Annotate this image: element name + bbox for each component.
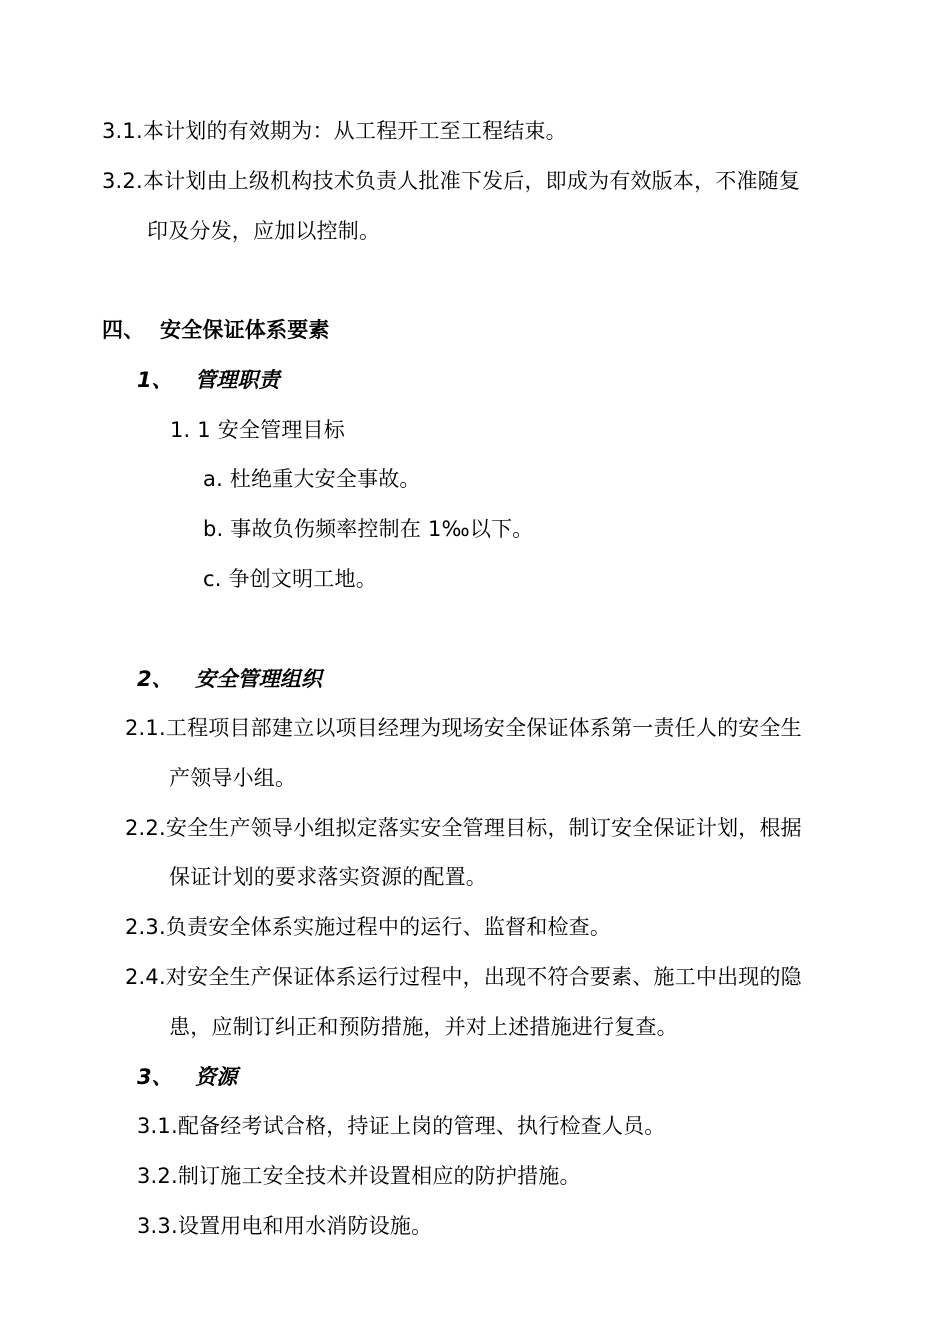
part-3-title: 资源: [195, 1065, 238, 1089]
section-4-title: 安全保证体系要素: [160, 318, 330, 342]
clause-2-4-line1: 2.4.对安全生产保证体系运行过程中，出现不符合要素、施工中出现的隐: [125, 965, 802, 989]
goal-item-c: c. 争创文明工地。: [203, 567, 377, 591]
clause-3-2-line1: 3.2.本计划由上级机构技术负责人批准下发后，即成为有效版本，不准随复: [102, 169, 801, 193]
part-1-number: 1、: [137, 368, 174, 392]
clause-2-1-line2: 产领导小组。: [169, 766, 297, 790]
clause-3-1: 3.1.本计划的有效期为：从工程开工至工程结束。: [102, 119, 567, 143]
section-4-heading: [102, 315, 330, 345]
part-2-title: 安全管理组织: [195, 667, 323, 691]
part-1-subheading: 1. 1 安全管理目标: [170, 418, 345, 442]
clause-3-3-resource: 3.3.设置用电和用水消防设施。: [137, 1214, 433, 1238]
section-4-number: 四、: [102, 318, 145, 342]
part-1-title: 管理职责: [195, 368, 280, 392]
goal-item-b: b. 事故负伤频率控制在 1‰以下。: [203, 517, 534, 541]
clause-2-2-line1: 2.2.安全生产领导小组拟定落实安全管理目标，制订安全保证计划，根据: [125, 816, 802, 840]
part-2-heading: [137, 664, 322, 694]
part-2-number: 2、: [137, 667, 174, 691]
clause-2-4-line2: 患，应制订纠正和预防措施，并对上述措施进行复查。: [169, 1015, 678, 1039]
clause-2-3: 2.3.负责安全体系实施过程中的运行、监督和检查。: [125, 915, 612, 939]
clause-2-1-line1: 2.1.工程项目部建立以项目经理为现场安全保证体系第一责任人的安全生: [125, 716, 802, 740]
clause-3-2-resource: 3.2.制订施工安全技术并设置相应的防护措施。: [137, 1164, 581, 1188]
goal-item-a: a. 杜绝重大安全事故。: [203, 467, 421, 491]
clause-3-1-resource: 3.1.配备经考试合格，持证上岗的管理、执行检查人员。: [137, 1114, 666, 1138]
clause-3-2-line2: 印及分发，应加以控制。: [147, 219, 381, 243]
clause-2-2-line2: 保证计划的要求落实资源的配置。: [169, 865, 487, 889]
part-3-heading: [137, 1062, 237, 1092]
part-3-number: 3、: [137, 1065, 174, 1089]
part-1-heading: [137, 365, 280, 395]
